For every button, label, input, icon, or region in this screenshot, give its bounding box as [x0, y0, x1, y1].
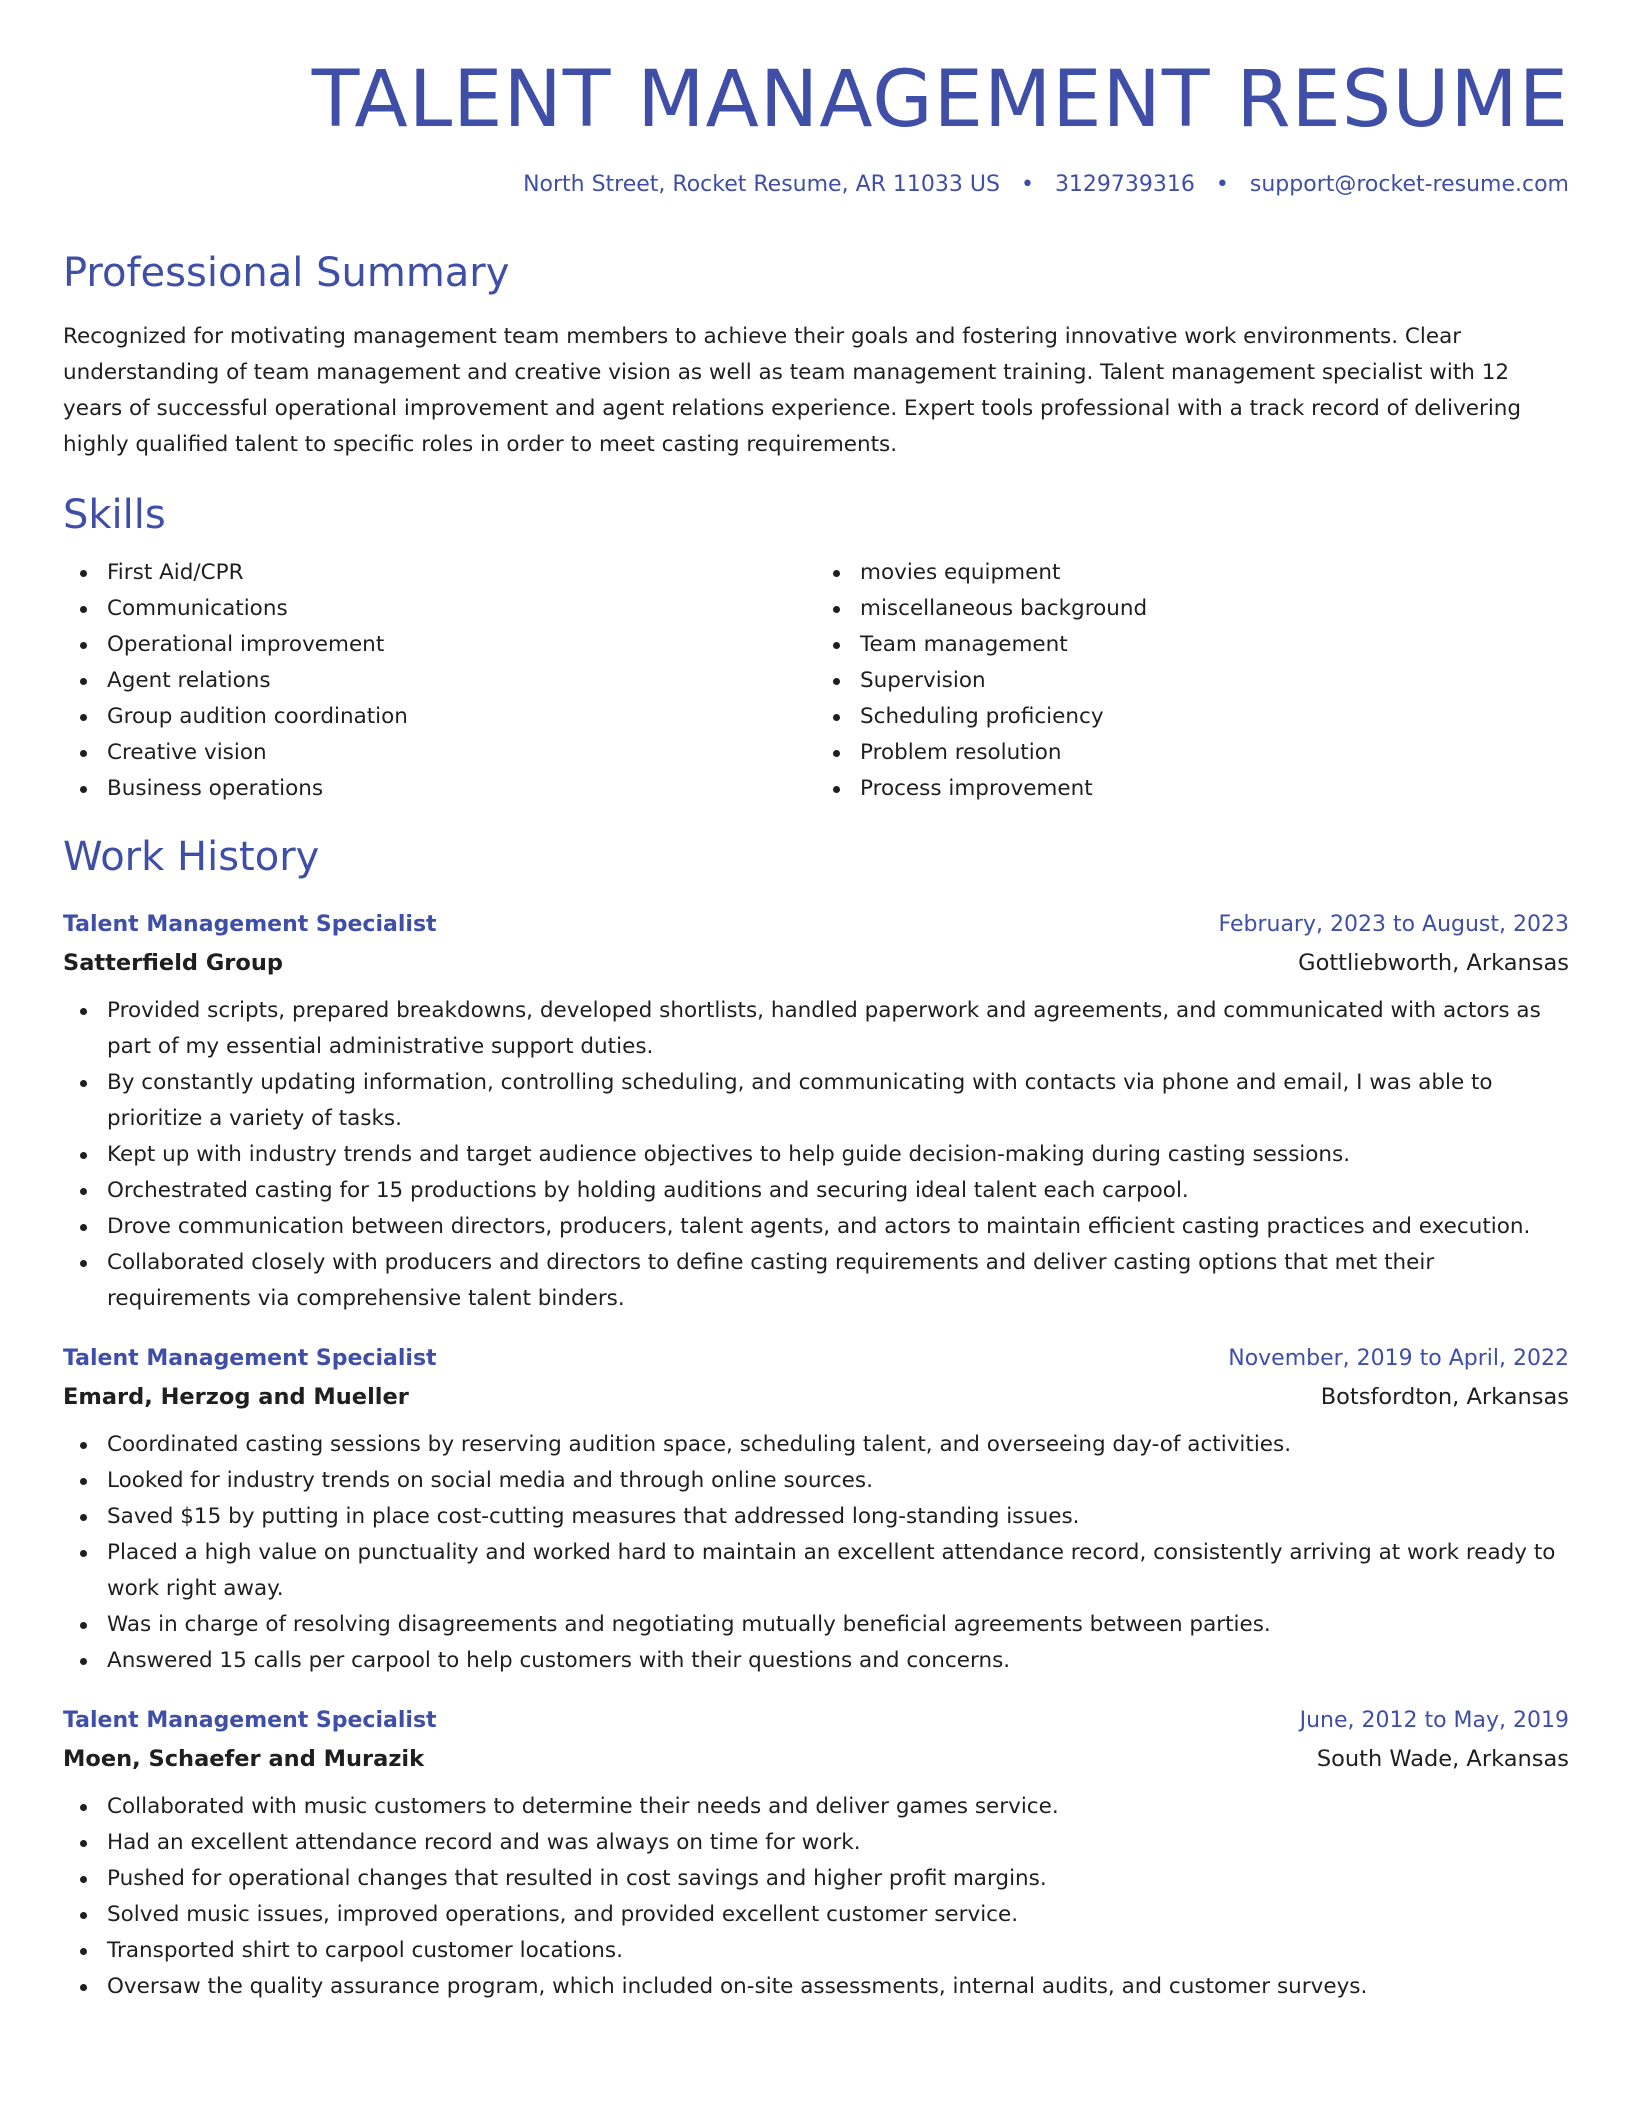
bullet-icon [833, 786, 840, 793]
job-dates: June, 2012 to May, 2019 [1299, 1707, 1569, 1733]
contact-phone: 3129739316 [1054, 171, 1195, 197]
bullet-icon [80, 1658, 87, 1665]
list-item [63, 555, 816, 591]
list-item-text: Communications [107, 595, 288, 621]
bullet-icon [80, 750, 87, 757]
skills-list [63, 555, 1569, 807]
job-company-row [63, 943, 1569, 983]
list-item-text: Looked for industry trends on social media and through online sources. [107, 1467, 873, 1493]
job-bullets [63, 1789, 1569, 2005]
skills-column-right [816, 555, 1569, 807]
list-item-text: Drove communication between directors, producers, talent agents, and actors to maintain efficient casting practices and execution. [107, 1213, 1531, 1239]
list-item [816, 627, 1569, 663]
list-item [63, 1137, 1569, 1173]
job-entry [63, 1341, 1569, 1679]
bullet-icon [80, 1008, 87, 1015]
summary-heading: Professional Summary [63, 249, 510, 296]
job-title: Talent Management Specialist [63, 1707, 437, 1733]
list-item-text: Provided scripts, prepared breakdowns, developed shortlists, handled paperwork and agreements, and communicated with actors as part of my essential administrative support duties. [107, 997, 1541, 1059]
job-title: Talent Management Specialist [63, 911, 437, 937]
list-item-text: Creative vision [107, 739, 267, 765]
job-company: Moen, Schaefer and Murazik [63, 1745, 425, 1772]
list-item-text: Process improvement [860, 775, 1093, 801]
job-bullets [63, 993, 1569, 1317]
resume-title: TALENT MANAGEMENT RESUME [311, 55, 1569, 145]
job-location: Botsfordton, Arkansas [1320, 1383, 1569, 1410]
job-bullets [63, 1427, 1569, 1679]
job-title: Talent Management Specialist [63, 1345, 437, 1371]
list-item-text: movies equipment [860, 559, 1061, 585]
bullet-icon [80, 1840, 87, 1847]
list-item-text: Saved $15 by putting in place cost-cutting measures that addressed long-standing issues. [107, 1503, 1080, 1529]
bullet-icon [80, 714, 87, 721]
bullet-icon [833, 678, 840, 685]
skills-heading: Skills [63, 491, 166, 538]
list-item-text: Group audition coordination [107, 703, 408, 729]
list-item-text: Oversaw the quality assurance program, which included on-site assessments, internal audits, and customer surveys. [107, 1973, 1368, 1999]
list-item [63, 1861, 1569, 1897]
list-item [816, 591, 1569, 627]
bullet-icon [80, 1912, 87, 1919]
list-item [63, 1245, 1569, 1317]
job-title-row [63, 1703, 1569, 1739]
list-item [63, 1897, 1569, 1933]
list-item-text: Business operations [107, 775, 324, 801]
contact-email: support@rocket-resume.com [1249, 171, 1569, 197]
list-item-text: Collaborated closely with producers and directors to define casting requirements and deliver casting options that met their requirements via comprehensive talent binders. [107, 1249, 1435, 1311]
list-item-text: Agent relations [107, 667, 271, 693]
bullet-icon [80, 1984, 87, 1991]
bullet-icon [80, 1478, 87, 1485]
list-item [63, 591, 816, 627]
list-item [816, 663, 1569, 699]
job-entry [63, 1703, 1569, 2005]
list-item-text: Operational improvement [107, 631, 385, 657]
list-item-text: Solved music issues, improved operations, and provided excellent customer service. [107, 1901, 1019, 1927]
work-history-list [63, 907, 1569, 2005]
bullet-icon [80, 1080, 87, 1087]
job-dates: November, 2019 to April, 2022 [1228, 1345, 1569, 1371]
bullet-icon [80, 570, 87, 577]
list-item-text: miscellaneous background [860, 595, 1148, 621]
list-item [63, 1427, 1569, 1463]
contact-separator: • [1215, 171, 1229, 197]
list-item-text: Transported shirt to carpool customer locations. [107, 1937, 623, 1963]
summary-text: Recognized for motivating management team members to achieve their goals and fostering innovative work environments. Clear understanding of team management and creative vision as well as team management training. Talent management specialist with 12 years of successful operational improvement and agent relations experience. Expert tools professional with a track record of delivering highly qualified talent to specific roles in order to meet casting requirements. [63, 323, 1522, 457]
list-item-text: Supervision [860, 667, 986, 693]
bullet-icon [80, 1804, 87, 1811]
job-location: Gottliebworth, Arkansas [1298, 949, 1569, 976]
job-company: Satterfield Group [63, 949, 283, 976]
list-item [63, 1463, 1569, 1499]
contact-separator: • [1020, 171, 1034, 197]
list-item-text: Had an excellent attendance record and was always on time for work. [107, 1829, 861, 1855]
bullet-icon [80, 678, 87, 685]
bullet-icon [80, 606, 87, 613]
bullet-icon [80, 1442, 87, 1449]
job-location: South Wade, Arkansas [1316, 1745, 1569, 1772]
list-item-text: Coordinated casting sessions by reserving audition space, scheduling talent, and overseeing day-of activities. [107, 1431, 1292, 1457]
list-item-text: Scheduling proficiency [860, 703, 1104, 729]
list-item [816, 771, 1569, 807]
contact-address: North Street, Rocket Resume, AR 11033 US [523, 171, 1000, 197]
list-item [63, 1643, 1569, 1679]
list-item [63, 1535, 1569, 1607]
list-item-text: Placed a high value on punctuality and worked hard to maintain an excellent attendance record, consistently arriving at work ready to work right away. [107, 1539, 1556, 1601]
bullet-icon [80, 1152, 87, 1159]
bullet-icon [833, 570, 840, 577]
list-item [63, 1933, 1569, 1969]
list-item [63, 627, 816, 663]
job-company-row [63, 1739, 1569, 1779]
list-item-text: Collaborated with music customers to determine their needs and deliver games service. [107, 1793, 1059, 1819]
skills-column-left [63, 555, 816, 807]
list-item [63, 993, 1569, 1065]
bullet-icon [80, 1876, 87, 1883]
job-company-row [63, 1377, 1569, 1417]
list-item-text: Answered 15 calls per carpool to help customers with their questions and concerns. [107, 1647, 1011, 1673]
bullet-icon [80, 1224, 87, 1231]
bullet-icon [80, 786, 87, 793]
bullet-icon [833, 642, 840, 649]
list-item [816, 555, 1569, 591]
job-title-row [63, 1341, 1569, 1377]
bullet-icon [80, 1550, 87, 1557]
list-item-text: Problem resolution [860, 739, 1062, 765]
list-item [63, 699, 816, 735]
bullet-icon [80, 1622, 87, 1629]
list-item [63, 771, 816, 807]
list-item [816, 735, 1569, 771]
job-entry [63, 907, 1569, 1317]
list-item [63, 1065, 1569, 1137]
list-item [63, 663, 816, 699]
list-item-text: Was in charge of resolving disagreements and negotiating mutually beneficial agreements between parties. [107, 1611, 1271, 1637]
list-item-text: By constantly updating information, controlling scheduling, and communicating with contacts via phone and email, I was able to prioritize a variety of tasks. [107, 1069, 1493, 1131]
list-item [63, 1173, 1569, 1209]
job-company: Emard, Herzog and Mueller [63, 1383, 409, 1410]
list-item-text: Pushed for operational changes that resulted in cost savings and higher profit margins. [107, 1865, 1047, 1891]
list-item [63, 1825, 1569, 1861]
list-item [63, 1209, 1569, 1245]
list-item [63, 1789, 1569, 1825]
job-dates: February, 2023 to August, 2023 [1218, 911, 1569, 937]
list-item [63, 735, 816, 771]
bullet-icon [80, 1948, 87, 1955]
bullet-icon [833, 606, 840, 613]
bullet-icon [80, 1260, 87, 1267]
list-item-text: First Aid/CPR [107, 559, 244, 585]
list-item-text: Kept up with industry trends and target audience objectives to help guide decision-making during casting sessions. [107, 1141, 1351, 1167]
work-history-heading: Work History [63, 833, 320, 880]
contact-line [63, 170, 1569, 201]
job-title-row [63, 907, 1569, 943]
list-item [63, 1499, 1569, 1535]
list-item-text: Team management [860, 631, 1068, 657]
list-item-text: Orchestrated casting for 15 productions by holding auditions and securing ideal talent each carpool. [107, 1177, 1189, 1203]
list-item [63, 1969, 1569, 2005]
bullet-icon [833, 714, 840, 721]
bullet-icon [80, 642, 87, 649]
bullet-icon [80, 1514, 87, 1521]
bullet-icon [80, 1188, 87, 1195]
list-item [816, 699, 1569, 735]
list-item [63, 1607, 1569, 1643]
bullet-icon [833, 750, 840, 757]
